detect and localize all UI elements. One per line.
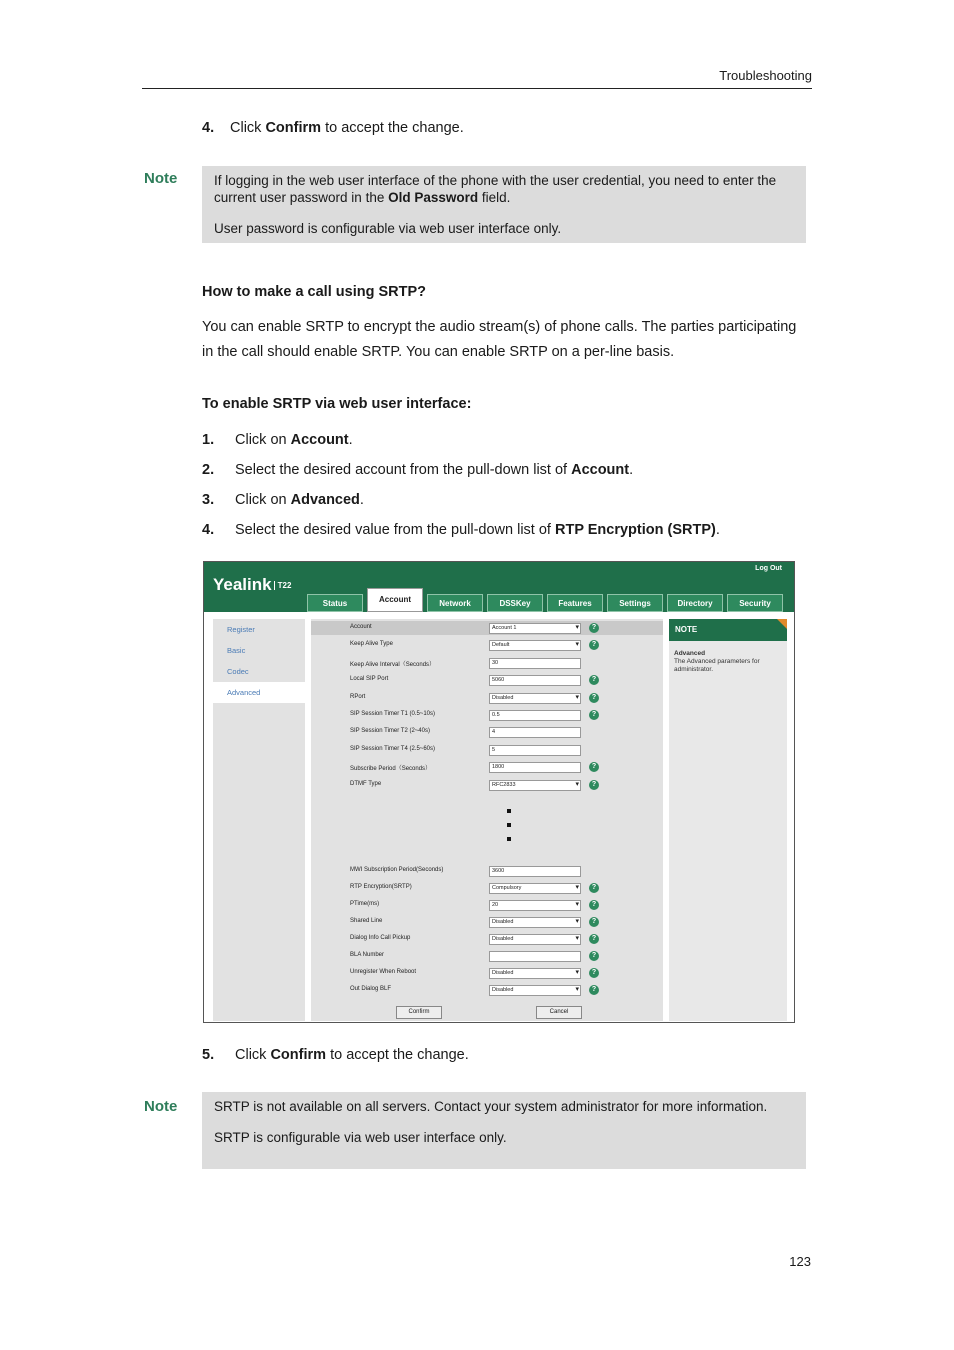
sidebar-item-advanced[interactable]: Advanced <box>213 682 305 703</box>
form-row <box>311 983 663 997</box>
field-input[interactable]: 1800 <box>489 762 581 773</box>
field-input[interactable]: 0.5 <box>489 710 581 721</box>
field-input[interactable]: 5 <box>489 745 581 756</box>
step-item: 1. Click on Account. <box>202 432 353 448</box>
form-row <box>311 708 663 722</box>
page-header <box>142 66 812 89</box>
help-icon[interactable]: ? <box>589 985 599 995</box>
sidebar <box>213 619 305 1021</box>
help-icon[interactable]: ? <box>589 780 599 790</box>
field-label: SIP Session Timer T4 (2.5~60s) <box>350 745 435 752</box>
help-icon[interactable]: ? <box>589 968 599 978</box>
page-number: 123 <box>789 1254 811 1269</box>
ellipsis-dot <box>507 809 511 813</box>
field-label: Dialog Info Call Pickup <box>350 935 411 941</box>
field-select[interactable]: Disabled ▾ <box>489 934 581 945</box>
field-label: PTime(ms) <box>350 901 380 907</box>
ellipsis-dot <box>507 837 511 841</box>
form-row <box>311 864 663 878</box>
top-bar <box>204 562 794 612</box>
field-label: BLA Number <box>350 952 385 958</box>
step-item: 4. Select the desired value from the pull-down list of RTP Encryption (SRTP). <box>202 522 720 538</box>
field-select[interactable]: 20 ▾ <box>489 900 581 911</box>
help-icon[interactable]: ? <box>589 883 599 893</box>
help-icon[interactable]: ? <box>589 951 599 961</box>
help-icon[interactable]: ? <box>589 900 599 910</box>
cancel-button[interactable]: Cancel <box>536 1006 582 1019</box>
sidebar-item-register[interactable]: Register <box>227 625 255 634</box>
note-panel-text: The Advanced parameters for administrator. <box>674 658 760 673</box>
form-row <box>311 949 663 963</box>
note-text: If logging in the web user interface of the phone with the user credential, you need to enter the current user password in the Old Password field. <box>214 173 777 205</box>
field-label: DTMF Type <box>350 780 382 787</box>
field-input[interactable]: 5060 <box>489 675 581 686</box>
note-box <box>202 1092 806 1169</box>
form-row <box>311 898 663 912</box>
note-label: Note <box>144 170 178 187</box>
form-row <box>311 725 663 739</box>
field-label: Subscribe Period（Seconds） <box>350 766 432 773</box>
help-icon[interactable]: ? <box>589 623 599 633</box>
field-select[interactable]: Disabled ▾ <box>489 917 581 928</box>
form-row <box>311 673 663 687</box>
field-label: SIP Session Timer T2 (2~40s) <box>350 728 430 735</box>
help-icon[interactable]: ? <box>589 917 599 927</box>
ellipsis-dot <box>507 823 511 827</box>
field-select[interactable]: Disabled ▾ <box>489 968 581 979</box>
help-icon[interactable]: ? <box>589 934 599 944</box>
field-label: Keep Alive Type <box>350 641 393 648</box>
form-row <box>311 621 663 635</box>
tab-status[interactable]: Status <box>307 594 363 612</box>
note-label: Note <box>144 1098 178 1115</box>
form-row <box>311 656 663 670</box>
field-select[interactable]: Default ▾ <box>489 640 581 651</box>
note-panel <box>669 619 787 1021</box>
logout-link[interactable]: Log Out <box>755 565 782 572</box>
form-row <box>311 966 663 980</box>
form-row <box>311 743 663 757</box>
form-row <box>311 932 663 946</box>
help-icon[interactable]: ? <box>589 762 599 772</box>
field-select[interactable]: Disabled ▾ <box>489 693 581 704</box>
note-text: SRTP is not available on all servers. Contact your system administrator for more information. <box>214 1099 768 1114</box>
field-label: SIP Session Timer T1 (0.5~10s) <box>350 711 435 717</box>
tab-account[interactable]: Account <box>367 588 423 612</box>
yealink-logo: Yealink T22 <box>213 575 292 594</box>
tab-dsskey[interactable]: DSSKey <box>487 594 543 612</box>
field-label: RPort <box>350 693 366 700</box>
help-icon[interactable]: ? <box>589 710 599 720</box>
form-row <box>311 881 663 895</box>
form-row <box>311 691 663 705</box>
settings-form <box>311 619 663 1021</box>
tab-settings[interactable]: Settings <box>607 594 663 612</box>
step-item: 2. Select the desired account from the pull-down list of Account. <box>202 462 634 478</box>
field-label: Account <box>350 624 372 630</box>
step-5-confirm: 5. Click Confirm to accept the change. <box>202 1047 469 1063</box>
note-panel-title: NOTE <box>669 619 787 641</box>
step-item: 3. Click on Advanced. <box>202 492 364 508</box>
form-row <box>311 915 663 929</box>
web-ui-screenshot <box>203 561 795 1023</box>
step-4-confirm: 4. Click Confirm to accept the change. <box>202 120 464 136</box>
help-icon[interactable]: ? <box>589 693 599 703</box>
sidebar-item-basic[interactable]: Basic <box>227 646 246 655</box>
field-label: Unregister When Reboot <box>350 969 417 975</box>
tab-network[interactable]: Network <box>427 594 483 612</box>
faq-heading: How to make a call using SRTP? <box>202 284 426 300</box>
note-panel-heading: Advanced <box>674 650 706 657</box>
field-label: Local SIP Port <box>350 676 389 683</box>
field-select[interactable]: RFC2833 ▾ <box>489 780 581 791</box>
field-input[interactable] <box>489 951 581 962</box>
help-icon[interactable]: ? <box>589 640 599 650</box>
intro-paragraph: You can enable SRTP to encrypt the audio stream(s) of phone calls. The parties participating in the call should enable SRTP. You can enable SRTP on a per-line basis. <box>202 319 797 360</box>
note-text: SRTP is configurable via web user interface only. <box>214 1130 507 1145</box>
form-row <box>311 760 663 774</box>
note-box <box>202 166 806 243</box>
confirm-button[interactable]: Confirm <box>396 1006 442 1019</box>
section-title: Troubleshooting <box>719 68 812 83</box>
help-icon[interactable]: ? <box>589 675 599 685</box>
field-label: RTP Encryption(SRTP) <box>350 884 412 890</box>
field-select[interactable]: Disabled ▾ <box>489 985 581 996</box>
form-row <box>311 638 663 652</box>
field-input[interactable]: 3600 <box>489 866 581 877</box>
note-text: User password is configurable via web user interface only. <box>214 221 562 236</box>
field-input[interactable]: 4 <box>489 727 581 738</box>
tab-security[interactable]: Security <box>727 594 783 612</box>
field-label: Shared Line <box>350 918 383 924</box>
form-row <box>311 778 663 792</box>
procedure-heading: To enable SRTP via web user interface: <box>202 396 472 412</box>
field-label: MWI Subscription Period(Seconds) <box>350 867 444 873</box>
field-input[interactable]: 30 <box>489 658 581 669</box>
tab-features[interactable]: Features <box>547 594 603 612</box>
field-label: Keep Alive Interval（Seconds） <box>350 661 436 668</box>
tab-directory[interactable]: Directory <box>667 594 723 612</box>
note-panel-body <box>669 641 787 683</box>
sidebar-item-codec[interactable]: Codec <box>227 667 249 676</box>
corner-icon <box>777 619 787 629</box>
field-select[interactable]: Compulsory ▾ <box>489 883 581 894</box>
field-select[interactable]: Account 1 ▾ <box>489 623 581 634</box>
field-label: Out Dialog BLF <box>350 986 392 992</box>
